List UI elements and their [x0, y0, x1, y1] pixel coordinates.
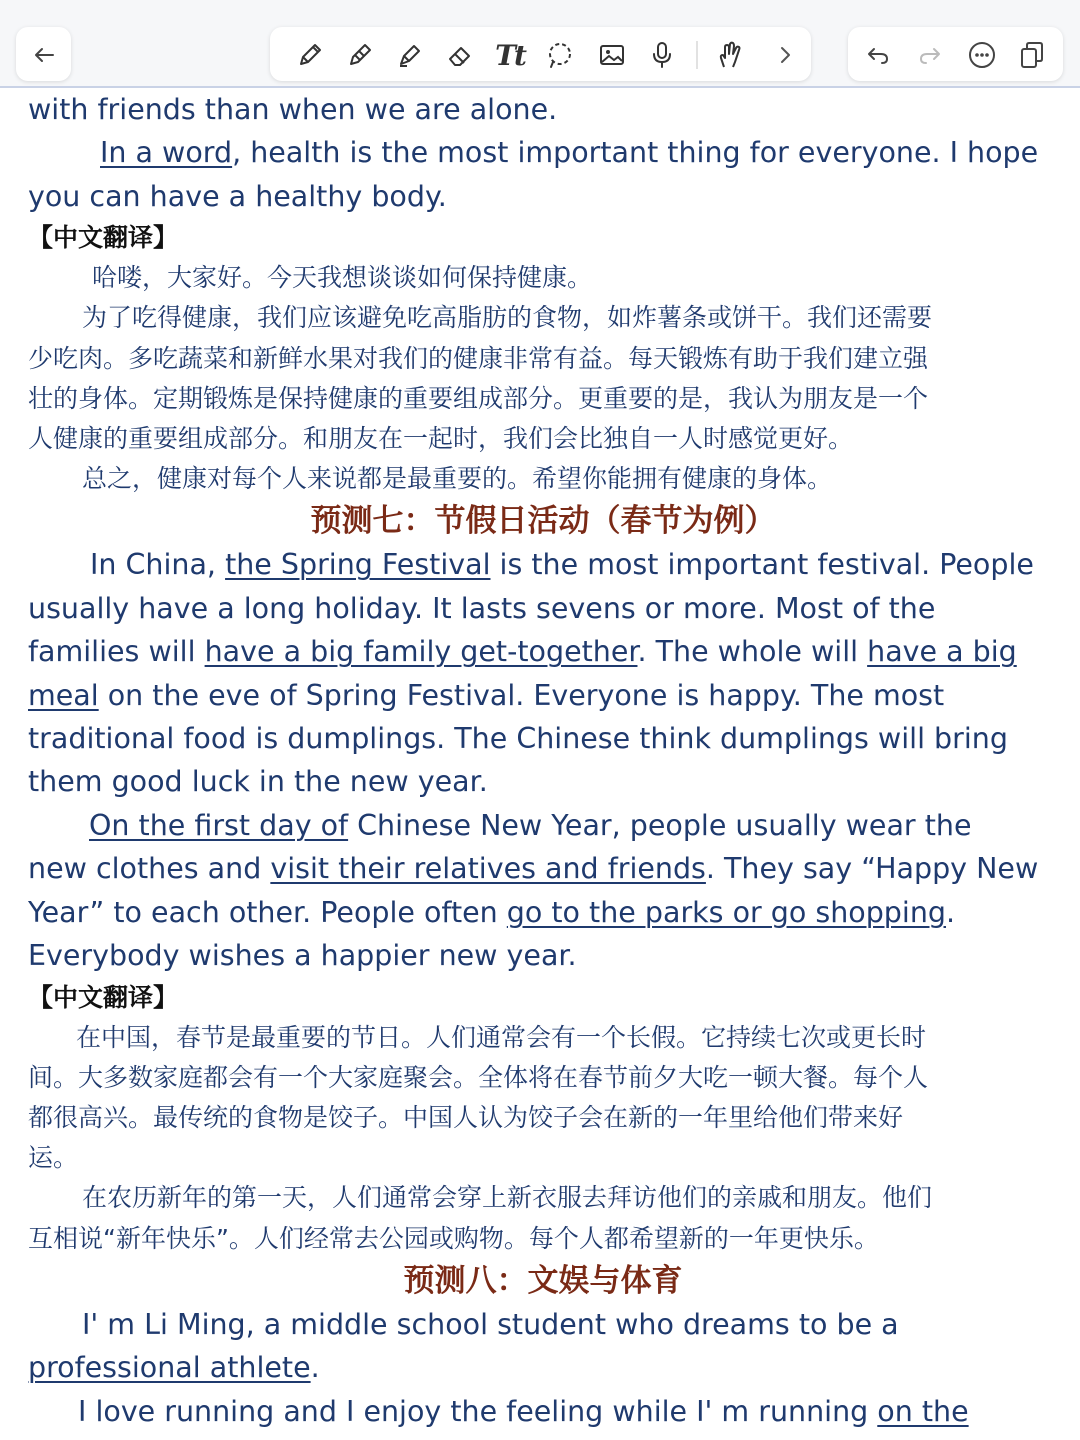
text-tool-button[interactable]: [490, 35, 530, 75]
underlined-phrase: In a word: [100, 136, 233, 170]
highlighter-tool-button[interactable]: [390, 35, 430, 75]
text-line: meal on the eve of Spring Festival. Everyone is happy. The most: [28, 678, 945, 712]
text-line: them good luck in the new year.: [28, 765, 488, 799]
text-line: Year” to each other. People often go to the parks or go shopping.: [28, 895, 956, 929]
text-line: professional athlete.: [28, 1351, 320, 1385]
highlighter-icon: [395, 40, 425, 70]
pen-icon: [295, 40, 325, 70]
text-line: with friends than when we are alone.: [28, 93, 558, 126]
underlined-phrase: meal: [28, 678, 99, 712]
back-button[interactable]: [24, 35, 64, 75]
undo-button[interactable]: [858, 35, 898, 75]
note-page[interactable]: [28, 88, 1058, 1433]
cn-line: 为了吃得健康，我们应该避免吃高脂肪的食物，如炸薯条或饼干。我们还需要: [82, 303, 933, 333]
lasso-tool-button[interactable]: [540, 35, 580, 75]
back-arrow-icon: [29, 40, 59, 70]
text-line: Everybody wishes a happier new year.: [28, 939, 577, 973]
text-line: usually have a long holiday. It lasts sevens or more. Most of the: [28, 591, 936, 625]
redo-icon: [915, 40, 945, 70]
text-line: families will have a big family get-together. The whole will have a big: [28, 635, 1017, 669]
underlined-phrase: go to the parks or go shopping: [506, 895, 946, 929]
gesture-tool-button[interactable]: [710, 35, 750, 75]
cn-line: 壮的身体。定期锻炼是保持健康的重要组成部分。更重要的是，我认为朋友是一个: [28, 383, 929, 413]
microphone-icon: [647, 40, 677, 70]
section-heading-7: 预测七：节假日活动（春节为例）: [310, 503, 776, 540]
text-line: you can have a healthy body.: [28, 179, 447, 213]
cn-line: 都很高兴。最传统的食物是饺子。中国人认为饺子会在新的一年里给他们带来好: [28, 1102, 904, 1132]
underlined-phrase: On the first day of: [89, 808, 349, 842]
redo-button[interactable]: [910, 35, 950, 75]
cn-line: 少吃肉。多吃蔬菜和新鲜水果对我们的健康非常有益。每天锻炼有助于我们建立强: [28, 343, 929, 373]
underlined-phrase: have a big family get-together: [204, 635, 638, 669]
copy-pages-icon: [1017, 40, 1047, 70]
undo-icon: [863, 40, 893, 70]
more-options-button[interactable]: [962, 35, 1002, 75]
more-tools-button[interactable]: [765, 35, 805, 75]
pen-tool-button[interactable]: [290, 35, 330, 75]
top-toolbar: [0, 0, 1080, 88]
text-line: I love running and I enjoy the feeling while I' m running on the: [78, 1394, 969, 1428]
pencil-tool-button[interactable]: [340, 35, 380, 75]
eraser-tool-button[interactable]: [440, 35, 480, 75]
eraser-icon: [445, 40, 475, 70]
cn-line: 互相说“新年快乐”。人们经常去公园或购物。每个人都希望新的一年更快乐。: [28, 1223, 879, 1253]
pages-button[interactable]: [1012, 35, 1052, 75]
underlined-phrase: on the: [877, 1394, 969, 1428]
cn-line: 哈喽，大家好。今天我想谈谈如何保持健康。: [92, 263, 593, 293]
text-line: In a word, health is the most important thing for everyone. I hope: [100, 136, 1039, 170]
cn-line: 在中国，春节是最重要的节日。人们通常会有一个长假。它持续七次或更长时: [76, 1022, 927, 1052]
back-pill: [16, 27, 71, 81]
translation-heading: 【中文翻译】: [28, 223, 179, 253]
image-icon: [597, 40, 627, 70]
cn-line: 运。: [28, 1143, 79, 1173]
text-line: On the first day of Chinese New Year, people usually wear the: [89, 808, 972, 842]
image-tool-button[interactable]: [592, 35, 632, 75]
microphone-tool-button[interactable]: [642, 35, 682, 75]
translation-heading: 【中文翻译】: [28, 982, 179, 1012]
text-line: traditional food is dumplings. The Chinese think dumplings will bring: [28, 722, 1008, 756]
chevron-right-icon: [770, 40, 800, 70]
text-icon: Tt: [495, 38, 525, 72]
cn-line: 在农历新年的第一天，人们通常会穿上新衣服去拜访他们的亲戚和朋友。他们: [82, 1183, 933, 1213]
text-line: In China, the Spring Festival is the most important festival. People: [90, 548, 1034, 582]
toolbar-divider: [696, 41, 698, 69]
tools-pill: [270, 27, 811, 81]
underlined-phrase: the Spring Festival: [225, 548, 491, 582]
underlined-phrase: visit their relatives and friends: [270, 852, 706, 886]
text-line: new clothes and visit their relatives and friends. They say “Happy New: [28, 852, 1039, 886]
underlined-phrase: professional athlete: [28, 1351, 311, 1385]
underlined-phrase: have a big: [867, 635, 1017, 669]
lasso-icon: [545, 40, 575, 70]
cn-line: 人健康的重要组成部分。和朋友在一起时，我们会比独自一人时感觉更好。: [28, 424, 854, 454]
more-dots-icon: [967, 40, 997, 70]
section-heading-8: 预测八：文娱与体育: [403, 1262, 683, 1299]
cn-line: 总之，健康对每个人来说都是最重要的。希望你能拥有健康的身体。: [82, 464, 833, 494]
cn-line: 间。大多数家庭都会有一个大家庭聚会。全体将在春节前夕大吃一顿大餐。每个人: [28, 1062, 929, 1092]
text-line: I' m Li Ming, a middle school student who dreams to be a: [82, 1307, 899, 1341]
gesture-hand-icon: [715, 40, 745, 70]
actions-pill: [848, 27, 1063, 81]
pencil-icon: [345, 40, 375, 70]
